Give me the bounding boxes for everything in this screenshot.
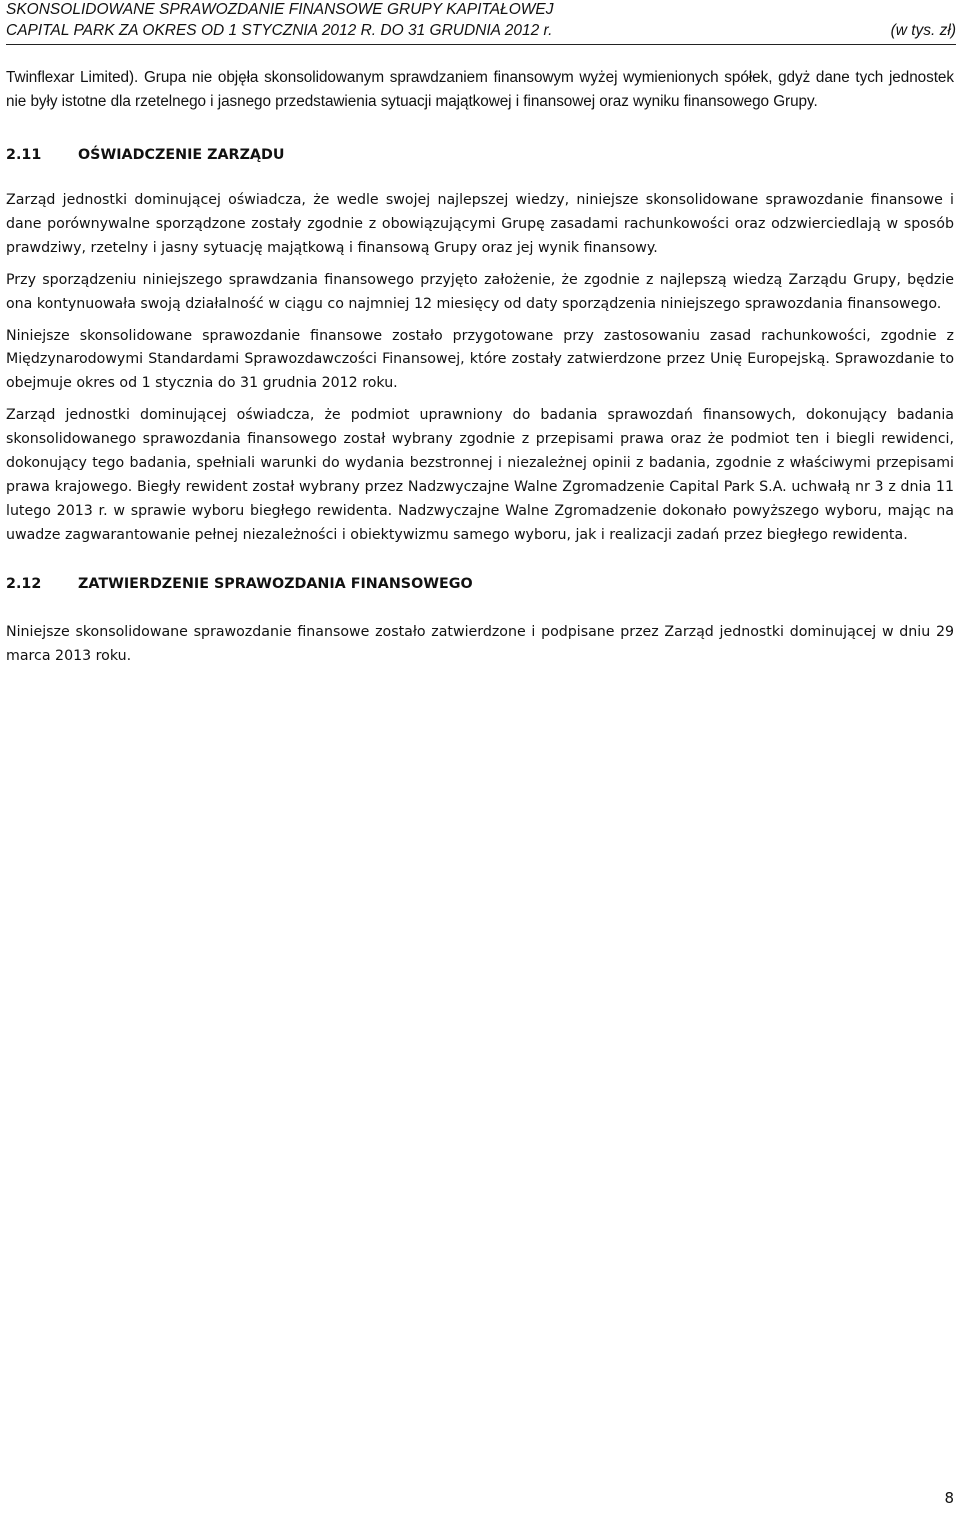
section-number: 2.11 (6, 147, 42, 163)
header-report-title: SKONSOLIDOWANE SPRAWOZDANIE FINANSOWE GRUPY KAPITAŁOWEJ (6, 1, 554, 18)
page-header (6, 0, 956, 45)
section-title: ZATWIERDZENIE SPRAWOZDANIA FINANSOWEGO (78, 575, 473, 592)
intro-paragraph: Twinflexar Limited). Grupa nie objęła skonsolidowanym sprawdzaniem finansowym wyżej wymienionych spółek, gdyż dane tych jednostek nie były istotne dla rzetelnego i jasnego przedstawienia sytuacji majątkowej i finansowej oraz wyniku finansowego Grupy. (6, 69, 954, 110)
approval-paragraph: Niniejsze skonsolidowane sprawozdanie finansowe zostało zatwierdzone i podpisane przez Zarząd jednostki dominującej w dniu 29 marca 2013 roku. (6, 623, 954, 664)
section-number: 2.12 (6, 575, 42, 592)
document-body (6, 66, 954, 669)
header-currency-unit: (w tys. zł) (890, 22, 956, 39)
header-report-period: CAPITAL PARK ZA OKRES OD 1 STYCZNIA 2012 R. DO 31 GRUDNIA 2012 r. (6, 22, 553, 39)
page-number: 8 (944, 1489, 954, 1507)
management-statement-paragraph-1: Zarząd jednostki dominującej oświadcza, że wedle swojej najlepszej wiedzy, niniejsze skonsolidowane sprawozdanie finansowe i dane porównywalne sporządzone zostały zgodnie z obowiązującymi Grupę zasadami rachunkowości oraz odzwierciedlają w sposób prawdziwy, rzetelny i jasny sytuację majątkową i finansową Grupy oraz jej wynik finansowy. (6, 192, 954, 256)
section-heading-2-11 (6, 145, 954, 165)
section-heading-2-12 (6, 574, 954, 594)
management-statement-paragraph-4: Zarząd jednostki dominującej oświadcza, że podmiot uprawniony do badania sprawozdań finansowych, dokonujący badania skonsolidowanego sprawozdania finansowego został wybrany zgodnie z przepisami prawa oraz że podmiot ten i biegli rewidenci, dokonujący tego badania, spełniali warunki do wydania bezstronnej i niezależnej opinii z badania, zgodnie z właściwymi przepisami prawa krajowego. Biegły rewident został wybrany przez Nadzwyczajne Walne Zgromadzenie Capital Park S.A. uchwałą nr 3 z dnia 11 lutego 2013 r. w sprawie wyboru biegłego rewidenta. Nadzwyczajne Walne Zgromadzenie dokonało powyższego wyboru, mając na uwadze zagwarantowanie pełnej niezależności i obiektywizmu samego wyboru, jak i realizacji zadań przez biegłego rewidenta. (6, 407, 954, 543)
section-title: OŚWIADCZENIE ZARZĄDU (78, 147, 285, 163)
management-statement-paragraph-3: Niniejsze skonsolidowane sprawozdanie finansowe zostało przygotowane przy zastosowaniu zasad rachunkowości, zgodnie z Międzynarodowymi Standardami Sprawozdawczości Finansowej, które zostały zatwierdzone przez Unię Europejską. Sprawozdanie to obejmuje okres od 1 stycznia do 31 grudnia 2012 roku. (6, 327, 954, 392)
management-statement-paragraph-2: Przy sporządzeniu niniejszego sprawdzania finansowego przyjęto założenie, że zgodnie z najlepszą wiedzą Zarządu Grupy, będzie ona kontynuowała swoją działalność w ciągu co najmniej 12 miesięcy od daty sporządzenia niniejszego sprawozdania finansowego. (6, 271, 954, 312)
